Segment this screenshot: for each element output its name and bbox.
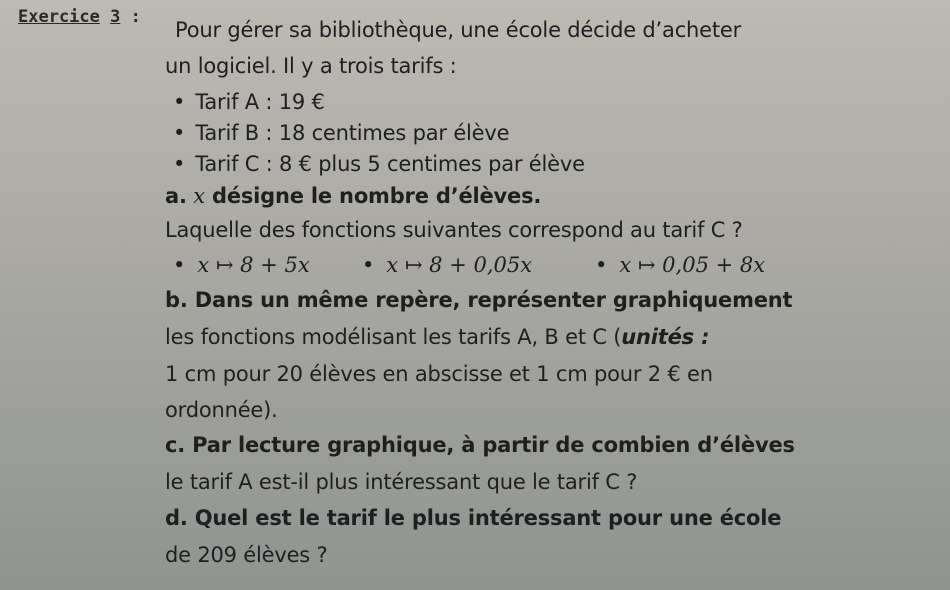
tarif-a: • Tarif A : 19 € — [173, 90, 325, 114]
question-b-text-1: Dans un même repère, représenter graphiquement — [187, 288, 793, 312]
question-d-line-2: de 209 élèves ? — [165, 543, 328, 567]
question-a-line-2: Laquelle des fonctions suivantes correspond au tarif C ? — [165, 218, 743, 242]
option-1: • x ↦ 8 + 5x — [173, 253, 310, 277]
exercise-number: 3 — [110, 7, 121, 27]
question-b-text-2: les fonctions modélisant les tarifs A, B et C ( — [165, 325, 622, 349]
option-3: • x ↦ 0,05 + 8x — [595, 253, 765, 277]
question-d-text-1: Quel est le tarif le plus intéressant pour une école — [187, 506, 782, 530]
question-b-label: b. — [165, 288, 188, 312]
question-b-line-2 — [165, 325, 709, 349]
exercise-heading — [18, 7, 141, 27]
question-a-line-1 — [165, 184, 541, 208]
question-b-line-4: ordonnée). — [165, 398, 278, 422]
option-2: • x ↦ 8 + 0,05x — [362, 253, 532, 277]
exercise-word: Exercice — [18, 7, 100, 27]
question-d-label: d. — [165, 506, 188, 530]
exercise-colon: : — [120, 7, 141, 27]
tarif-b: • Tarif B : 18 centimes par élève — [173, 121, 509, 145]
question-c-line-2: le tarif A est-il plus intéressant que le tarif C ? — [165, 470, 638, 494]
question-d-line-1 — [165, 506, 781, 530]
question-a-label: a. — [165, 184, 187, 208]
question-c-label: c. — [165, 433, 186, 457]
question-a-text: désigne le nombre d’élèves. — [204, 184, 542, 208]
question-a-variable: x — [193, 184, 205, 208]
question-b-line-1 — [165, 288, 792, 312]
intro-line-2: un logiciel. Il y a trois tarifs : — [165, 54, 457, 78]
tarif-c: • Tarif C : 8 € plus 5 centimes par élève — [173, 152, 585, 176]
intro-line-1: Pour gérer sa bibliothèque, une école décide d’acheter — [175, 18, 742, 42]
question-c-text-1: Par lecture graphique, à partir de combien d’élèves — [185, 433, 795, 457]
question-b-units: unités : — [621, 325, 710, 349]
question-b-line-3: 1 cm pour 20 élèves en abscisse et 1 cm pour 2 € en — [165, 362, 713, 386]
question-c-line-1 — [165, 433, 795, 457]
